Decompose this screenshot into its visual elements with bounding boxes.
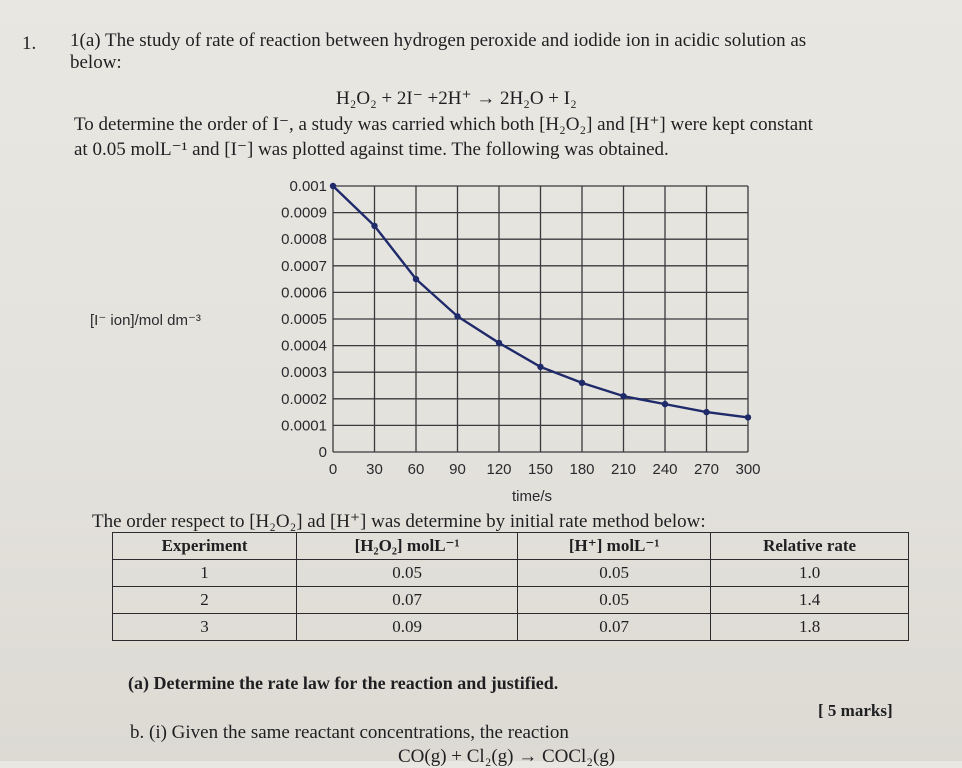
chart-y-tick-label: 0.0006 (281, 284, 327, 302)
chart-y-tick-label: 0.0008 (281, 231, 327, 249)
question-paragraph-line2: at 0.05 molL⁻¹ and [I⁻] was plotted against time. The following was obtained. (74, 139, 669, 160)
question-number: 1. (22, 33, 37, 54)
table-cell: 1.0 (711, 560, 909, 587)
table-cell: 0.07 (518, 614, 711, 641)
chart-x-tick-label: 180 (569, 461, 595, 478)
chart-y-tick-label: 0 (318, 444, 327, 461)
chart-y-tick-label: 0.0002 (281, 390, 327, 408)
table-cell: 0.05 (518, 587, 711, 614)
chart-x-tick-label: 90 (449, 461, 466, 478)
table-cell: 1.4 (711, 587, 909, 614)
chart-data-point (537, 364, 543, 370)
chart-x-tick-label: 0 (328, 461, 338, 478)
table-header-cell: Experiment (113, 533, 297, 560)
part-b-equation: CO(g) + Cl₂(g) → COCl₂(g) (398, 746, 616, 767)
chart-data-point (371, 223, 377, 229)
question-paragraph-line1: To determine the order of I⁻, a study was carried which both [H₂O₂] and [H⁺] were kept constant (74, 114, 813, 135)
chart-x-tick-label: 60 (407, 461, 425, 478)
table-header-cell: [H⁺] molL⁻¹ (518, 533, 711, 560)
chart-y-tick-label: 0.0003 (281, 364, 327, 382)
table-header-row (113, 533, 909, 560)
order-text: The order respect to [H₂O₂] ad [H⁺] was determine by initial rate method below: (92, 511, 706, 532)
chart-grid (333, 186, 748, 452)
reaction-equation: H₂O₂ + 2I⁻ +2H⁺ → 2H₂O + I₂ (336, 88, 577, 109)
chart-data-point (454, 313, 460, 319)
table-row (113, 614, 909, 641)
chart-data-point (745, 414, 751, 420)
chart-x-tick-label: 150 (527, 461, 554, 478)
chart-data-point (330, 183, 336, 189)
chart-x-tick-label: 240 (652, 461, 678, 478)
table-row (113, 587, 909, 614)
chart-data-point (413, 276, 419, 282)
chart-x-tick-label: 300 (735, 461, 761, 478)
chart-y-tick-label: 0.0009 (281, 204, 327, 222)
table-cell: 0.09 (297, 614, 518, 641)
chart-data-point (579, 380, 585, 386)
chart-y-tick-label: 0.0001 (281, 417, 327, 435)
chart-x-axis-title: time/s (512, 488, 553, 505)
chart-y-tick-label: 0.0007 (281, 257, 327, 275)
table-row (113, 560, 909, 587)
chart-y-tick-label: 0.001 (289, 178, 327, 195)
part-b-question: b. (i) Given the same reactant concentrations, the reaction (130, 722, 569, 743)
chart-y-ticks (281, 178, 327, 461)
table-cell: 1.8 (711, 614, 909, 641)
marks-label: [ 5 marks] (818, 701, 893, 720)
chart-x-tick-label: 30 (366, 461, 383, 478)
table-header-cell: Relative rate (711, 533, 909, 560)
chart-x-ticks (329, 461, 761, 478)
chart-data-point (496, 340, 502, 346)
chart-y-tick-label: 0.0004 (281, 337, 327, 355)
table-cell: 2 (113, 587, 297, 614)
table-cell: 1 (113, 560, 297, 587)
table-cell: 0.05 (297, 560, 518, 587)
question-intro-line1: 1(a) The study of rate of reaction between hydrogen peroxide and iodide ion in acidic solution as (70, 30, 807, 51)
chart-data-point (703, 409, 709, 415)
question-intro-line2: below: (70, 52, 122, 73)
chart-data-point (662, 401, 668, 407)
chart-y-axis-title: [I⁻ ion]/mol dm⁻³ (90, 312, 201, 329)
table-cell: 3 (113, 614, 297, 641)
part-a-question: (a) Determine the rate law for the reaction and justified. (128, 673, 559, 693)
table-cell: 0.05 (518, 560, 711, 587)
table-header-cell: [H₂O₂] molL⁻¹ (297, 533, 518, 560)
initial-rate-table (112, 532, 909, 641)
chart-x-tick-label: 120 (486, 461, 512, 478)
chart-y-tick-label: 0.0005 (281, 311, 327, 328)
chart-data-point (620, 393, 626, 399)
table-cell: 0.07 (297, 587, 518, 614)
chart-x-tick-label: 270 (693, 461, 720, 478)
chart-x-tick-label: 210 (610, 461, 637, 478)
